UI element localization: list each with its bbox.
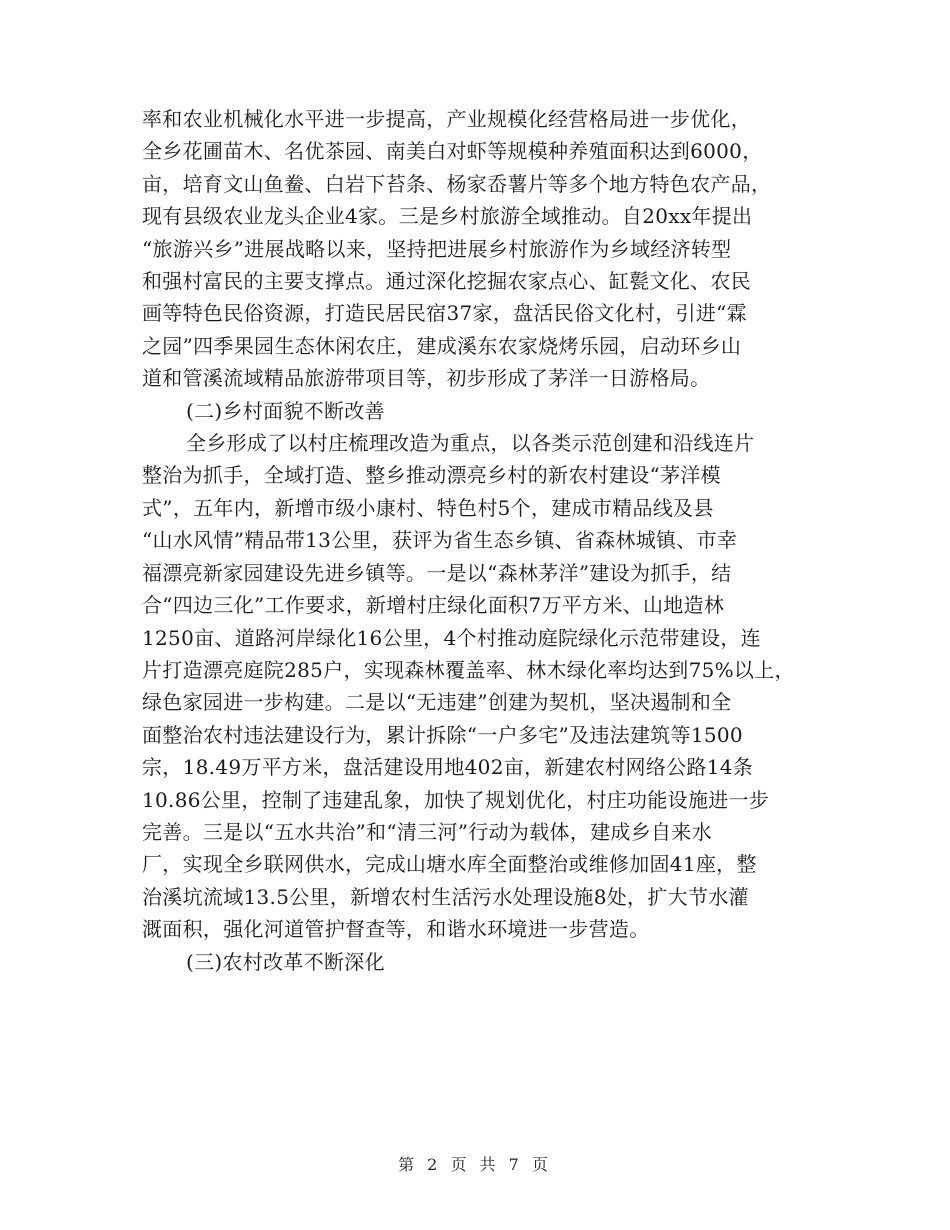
- text-line: 面整治农村违法建设行为，累计拆除“一户多宅”及违法建筑等1500: [142, 722, 743, 747]
- text-line: 10.86公里，控制了违建乱象，加快了规划优化，村庄功能设施进一步: [142, 787, 770, 812]
- text-line: “旅游兴乡”进展战略以来，坚持把进展乡村旅游作为乡域经济转型: [142, 236, 732, 261]
- text-line: 全乡花圃苗木、名优茶园、南美白对虾等规模种养殖面积达到6000，: [142, 139, 763, 164]
- text-line: 之园”四季果园生态休闲农庄，建成溪东农家烧烤乐园，启动环乡山: [142, 333, 742, 358]
- text-line: 片打造漂亮庭院285户，实现森林覆盖率、林木绿化率均达到75%以上，: [142, 657, 795, 682]
- text-line: “山水风情”精品带13公里，获评为省生态乡镇、省森林城镇、市幸: [142, 528, 738, 553]
- paragraph-first-line: 全乡形成了以村庄梳理改造为重点，以各类示范创建和沿线连片: [186, 431, 755, 456]
- text-line: 厂，实现全乡联网供水，完成山塘水库全面整治或维修加固41座，整: [142, 852, 757, 877]
- text-line: 合“四边三化”工作要求，新增村庄绿化面积7万平方米、山地造林: [142, 593, 725, 618]
- section-heading: (二)乡村面貌不断改善: [186, 398, 385, 423]
- text-line: 式”，五年内，新增市级小康村、特色村5个，建成市精品线及县: [142, 495, 714, 520]
- section-heading: (三)农村改革不断深化: [186, 949, 385, 974]
- text-line: 现有县级农业龙头企业4家。三是乡村旅游全域推动。自20xx年提出: [142, 204, 753, 229]
- text-line: 道和管溪流域精品旅游带项目等，初步形成了茅洋一日游格局。: [142, 366, 711, 391]
- text-line: 治溪坑流域13.5公里，新增农村生活污水处理设施8处，扩大节水灌: [142, 884, 749, 909]
- page-number-footer: 第 2 页 共 7 页: [398, 1155, 552, 1174]
- text-line: 亩，培育文山鱼鲞、白岩下苔条、杨家岙薯片等多个地方特色农产品，: [142, 171, 772, 196]
- text-line: 完善。三是以“五水共治”和“清三河”行动为载体，建成乡自来水: [142, 819, 712, 844]
- text-line: 画等特色民俗资源，打造民居民宿37家，盘活民俗文化村，引进“霖: [142, 301, 747, 326]
- text-line: 绿色家园进一步构建。二是以“无违建”创建为契机，坚决遏制和全: [142, 690, 732, 715]
- document-body: [142, 103, 832, 978]
- text-line: 溉面积，强化河道管护督查等，和谐水环境进一步营造。: [142, 917, 650, 942]
- text-line: 福漂亮新家园建设先进乡镇等。一是以“森林茅洋”建设为抓手，结: [142, 560, 732, 585]
- text-line: 宗，18.49万平方米，盘活建设用地402亩，新建农村网络公路14条: [142, 755, 754, 780]
- text-line: 1250亩、道路河岸绿化16公里，4个村推动庭院绿化示范带建设，连: [142, 625, 761, 650]
- text-line: 率和农业机械化水平进一步提高，产业规模化经营格局进一步优化，: [142, 107, 751, 131]
- text-line: 整治为抓手，全域打造、整乡推动漂亮乡村的新农村建设“茅洋模: [142, 463, 721, 488]
- text-line: 和强村富民的主要支撑点。通过深化挖掘农家点心、缸甏文化、农民: [142, 269, 751, 294]
